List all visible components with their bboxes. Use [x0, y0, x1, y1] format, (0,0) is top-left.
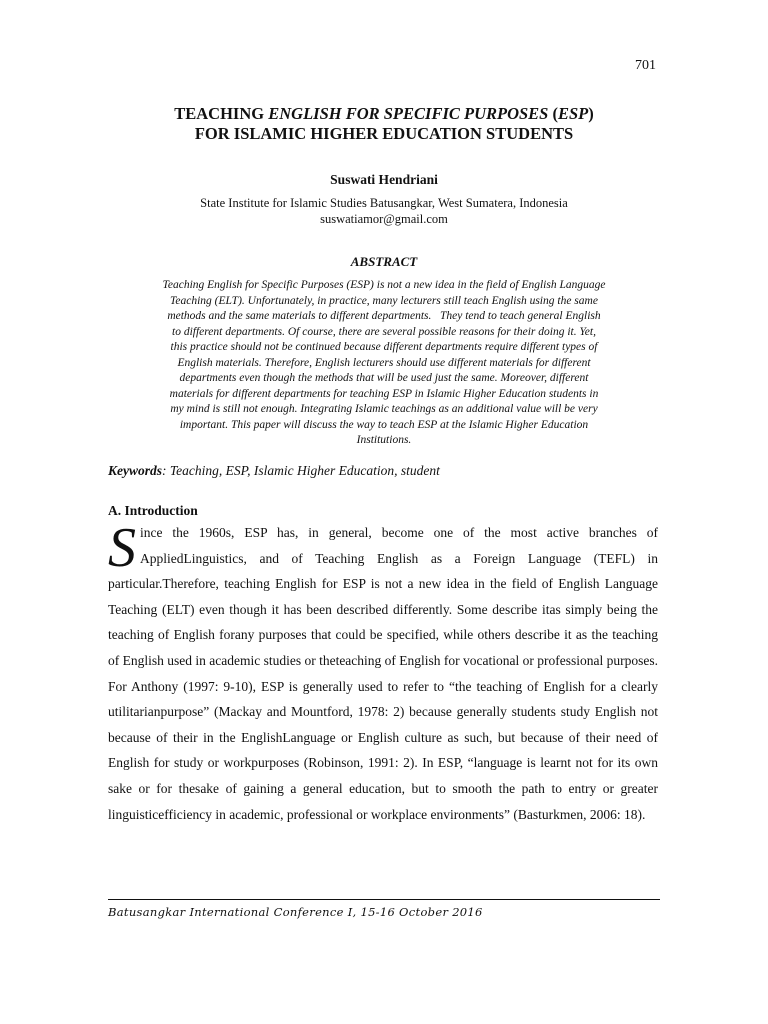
abstract-line: this practice should not be continued because different departments require different types of — [170, 341, 598, 353]
abstract-body — [110, 278, 658, 449]
affiliation-block — [0, 195, 768, 227]
affiliation: State Institute for Islamic Studies Batusangkar, West Sumatera, Indonesia — [200, 196, 568, 210]
abstract-line: important. This paper will discuss the way to teach ESP at the Islamic Higher Education — [179, 418, 589, 431]
title-italic-abbrev: ESP — [557, 104, 589, 123]
title-line-1 — [0, 104, 768, 124]
title-prefix: TEACHING — [174, 104, 269, 123]
abstract-line: to different departments. Of course, there are several possible reasons for their doing it. Yet, — [172, 325, 596, 338]
abstract-line: methods and the same materials to different departments. They tend to teach general English — [167, 310, 601, 322]
keywords-label: Keywords — [108, 463, 162, 478]
keywords-text: : Teaching, ESP, Islamic Higher Education, student — [162, 463, 440, 478]
abstract-line: my mind is still not enough. Integrating Islamic teachings as an additional value will be very — [170, 403, 598, 415]
section-heading: A. Introduction — [108, 503, 198, 518]
drop-cap: S — [108, 517, 136, 579]
title-line-2: FOR ISLAMIC HIGHER EDUCATION STUDENTS — [194, 124, 574, 143]
introduction-text: ince the 1960s, ESP has, in general, become one of the most active branches of AppliedLinguistics, and of Teaching English as a Foreign Language (TEFL) in particular.Therefore, teaching English for ESP is not a new idea in the field of English Language Teaching (ELT) even though it has been described differently. Some describe itas simply being the teaching of English forany purposes that could be specified, while others describe it as the teaching of English used in academic studies or theteaching of English for vocational or professional purposes. For Anthony (1997: 9-10), ESP is generally used to refer to “the teaching of English for a clearly utilitarianpurpose” (Mackay and Mountford, 1978: 2) because generally students study English not because of their in the EnglishLanguage or English culture as such, but because of their need of English for study or workpurposes (Robinson, 1991: 2). In ESP, “language is learnt not for its own sake or for thesake of gaining a general education, but to smooth the path to entry or greater linguisticefficiency in academic, professional or workplace environments” (Basturkmen, 2006: 18). — [108, 525, 658, 822]
abstract-line: Teaching English for Specific Purposes (ESP) is not a new idea in the field of English Language — [162, 279, 606, 291]
abstract-line: Teaching (ELT). Unfortunately, in practice, many lecturers still teach English using the same — [170, 294, 598, 307]
footer-divider — [108, 899, 660, 900]
page-number: 701 — [635, 58, 656, 73]
abstract-line: materials for different departments for teaching ESP in Islamic Higher Education students in — [169, 387, 599, 400]
abstract-heading: ABSTRACT — [350, 254, 418, 269]
email: suswatiamor@gmail.com — [320, 212, 448, 226]
keywords — [108, 463, 668, 479]
abstract-line: Institutions. — [356, 434, 412, 446]
introduction-paragraph — [108, 517, 658, 827]
abstract-line: departments even though the methods that will be used just the same. Moreover, different — [179, 372, 589, 384]
abstract-line: English materials. Therefore, English lecturers should use different materials for different — [177, 356, 591, 369]
title-mid: ( — [548, 104, 558, 123]
title-italic: ENGLISH FOR SPECIFIC PURPOSES — [268, 104, 549, 123]
title-suffix: ) — [588, 104, 594, 123]
author-name: Suswati Hendriani — [330, 172, 438, 187]
paper-title — [0, 104, 768, 144]
footer-conference: Batusangkar International Conference I, 15-16 October 2016 — [108, 905, 483, 919]
